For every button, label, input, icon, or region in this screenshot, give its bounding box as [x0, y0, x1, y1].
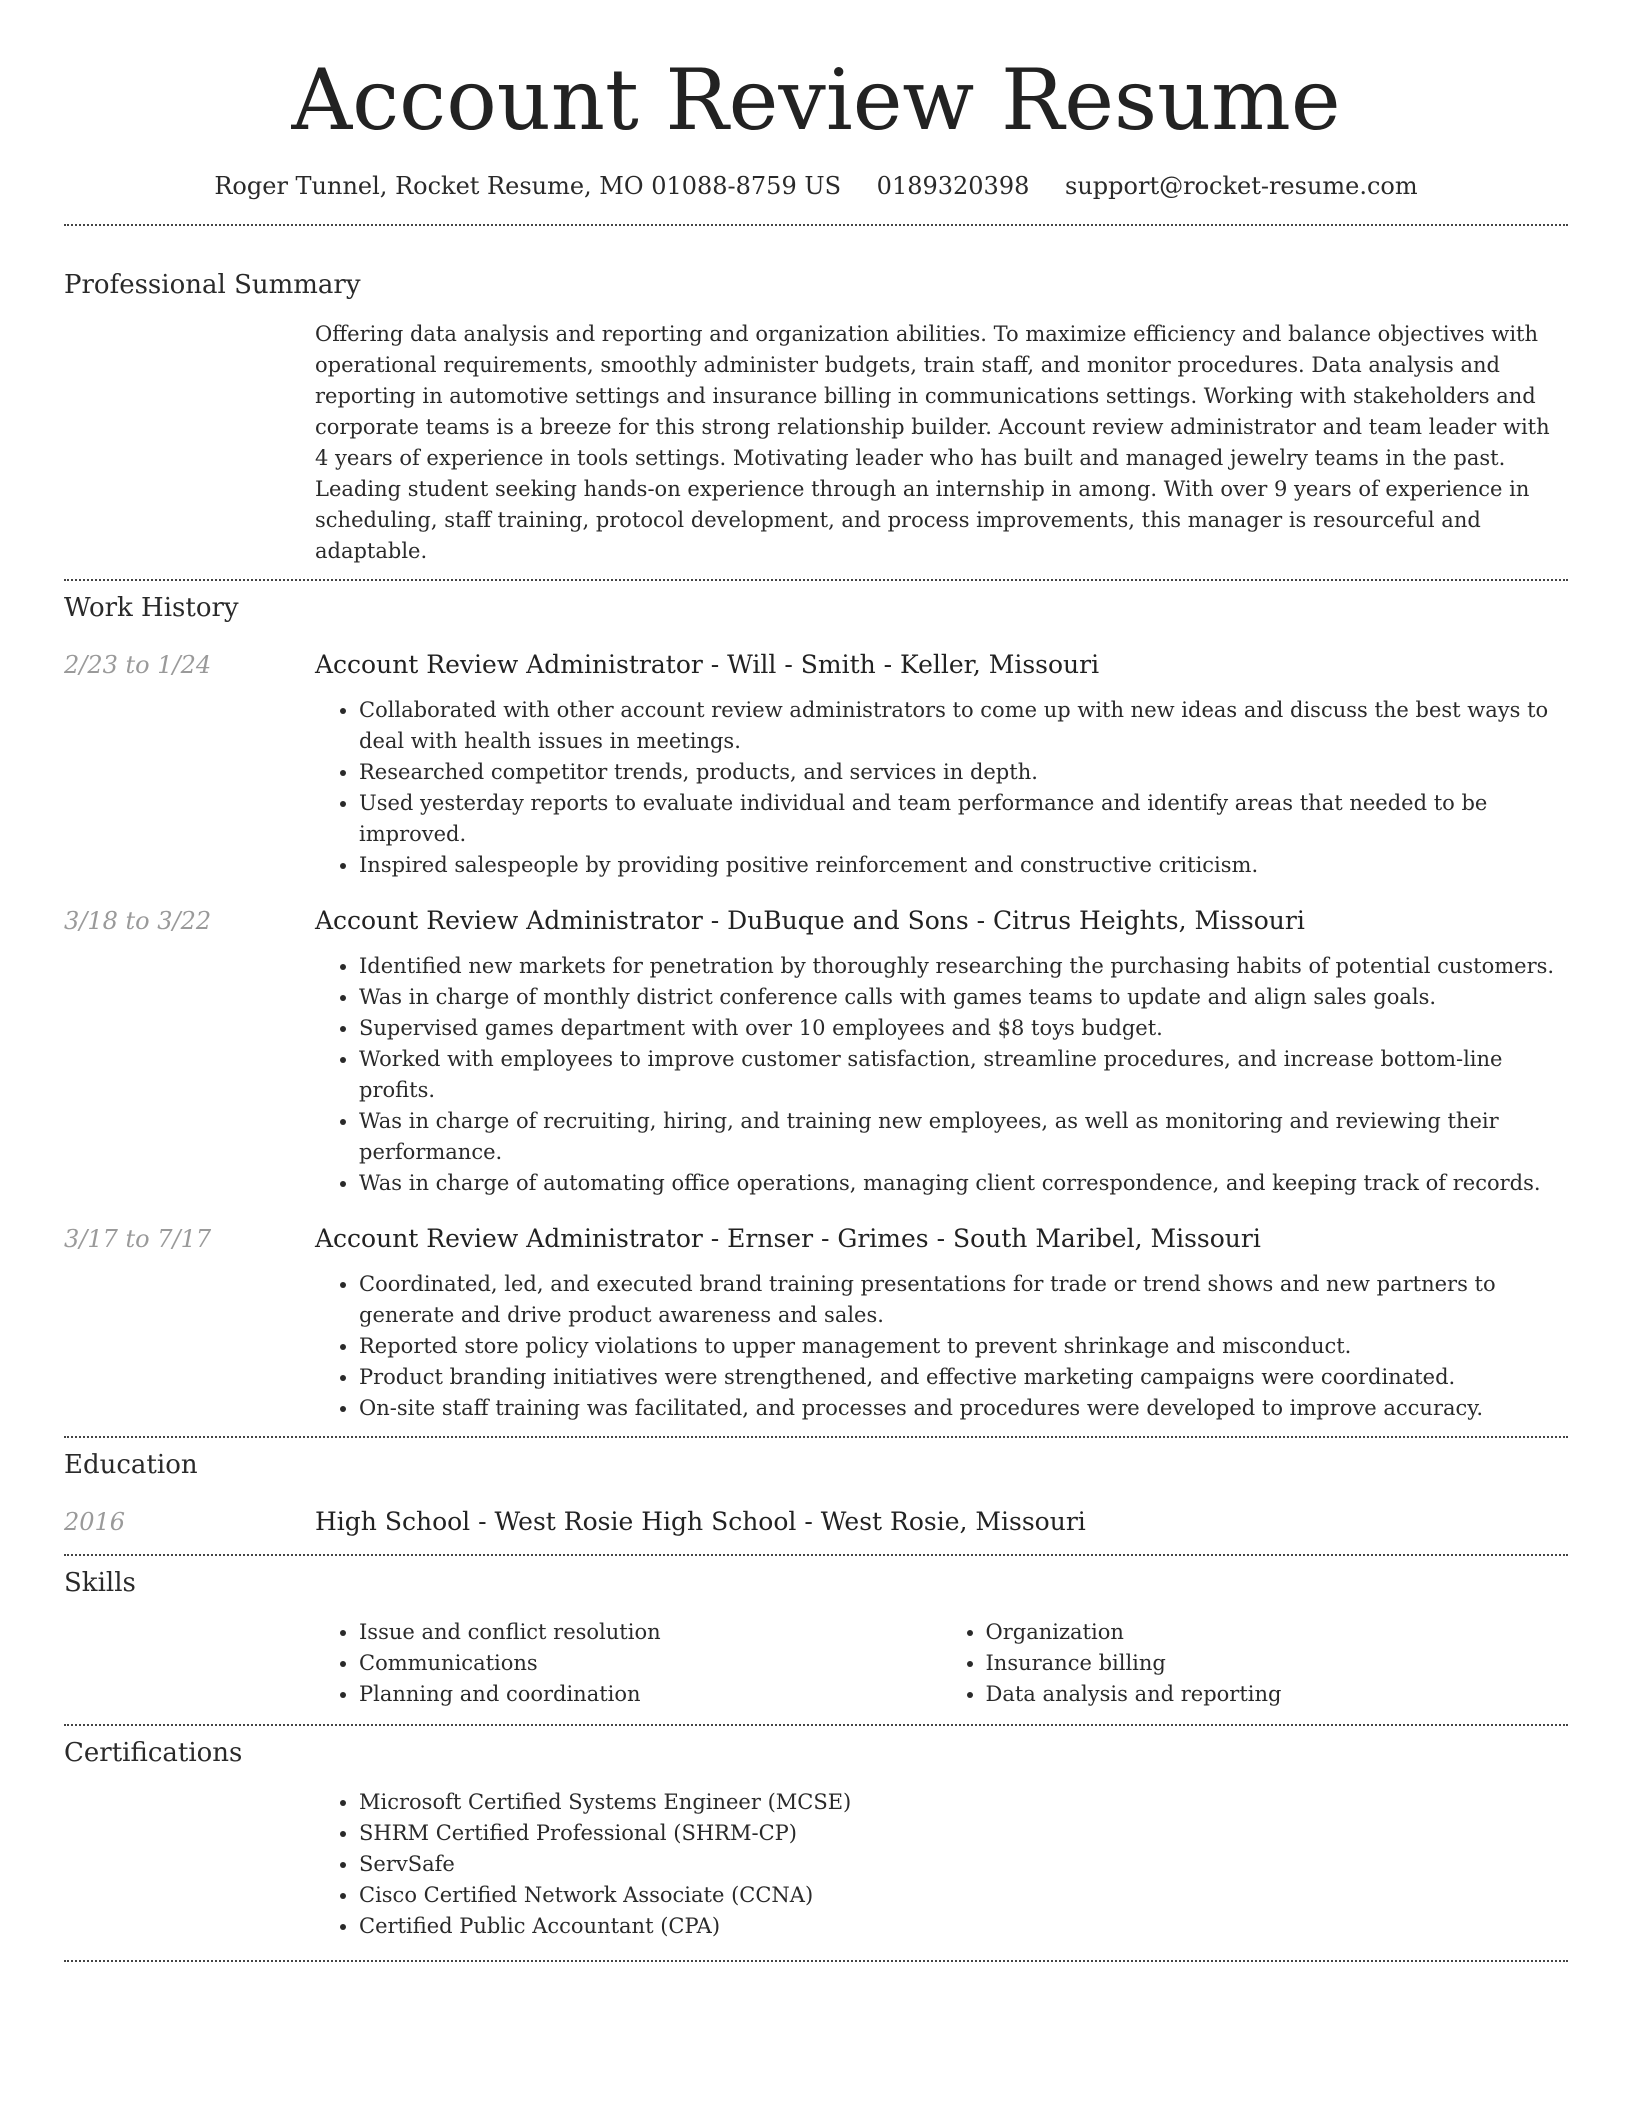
job-entry [64, 903, 1568, 1199]
skills-section [64, 1565, 1568, 1710]
section-heading: Education [64, 1450, 198, 1480]
job-bullet: • Researched competitor trends, products, and services in depth. [359, 757, 1568, 788]
job-title: Account Review Administrator - Will - Smith - Keller, Missouri [315, 650, 1100, 679]
divider [64, 1724, 1568, 1726]
job-bullet: • Was in charge of recruiting, hiring, and training new employees, as well as monitoring and reviewing their performance. [359, 1106, 1568, 1168]
certifications-list [315, 1787, 1568, 1942]
job-bullets [315, 1269, 1568, 1424]
job-title: Account Review Administrator - Ernser - Grimes - South Maribel, Missouri [315, 1224, 1261, 1253]
education-title: High School - West Rosie High School - West Rosie, Missouri [315, 1507, 1086, 1536]
job-bullets [315, 695, 1568, 881]
resume-page [64, 0, 1568, 1962]
job-bullet: • Used yesterday reports to evaluate individual and team performance and identify areas that needed to be improved. [359, 788, 1568, 850]
job-bullets [315, 951, 1568, 1199]
skills-list-right [942, 1617, 1569, 1710]
job-title: Account Review Administrator - DuBuque and Sons - Citrus Heights, Missouri [315, 906, 1305, 935]
divider [64, 1436, 1568, 1438]
job-bullet: • Reported store policy violations to upper management to prevent shrinkage and misconduct. [359, 1331, 1568, 1362]
skill-item: • Communications [359, 1648, 942, 1679]
skill-item: • Planning and coordination [359, 1679, 942, 1710]
job-bullet: • On-site staff training was facilitated, and processes and procedures were developed to improve accuracy. [359, 1393, 1568, 1424]
resume-title: Account Review Resume [291, 51, 1341, 149]
summary-section [64, 267, 1568, 567]
divider [64, 224, 1568, 226]
skills-list-left [315, 1617, 942, 1710]
job-bullet: • Supervised games department with over 10 employees and $8 toys budget. [359, 1013, 1568, 1044]
education-section [64, 1447, 1568, 1540]
job-bullet: • Coordinated, led, and executed brand training presentations for trade or trend shows and new partners to generate and drive product awareness and sales. [359, 1269, 1568, 1331]
certification-item: • ServSafe [359, 1849, 1568, 1880]
job-bullet: • Worked with employees to improve customer satisfaction, streamline procedures, and increase bottom-line profits. [359, 1044, 1568, 1106]
contact-email: support@rocket-resume.com [1065, 172, 1418, 200]
section-heading: Skills [64, 1568, 136, 1598]
contact-address: Roger Tunnel, Rocket Resume, MO 01088-8759 US [214, 172, 842, 200]
job-bullet: • Identified new markets for penetration by thoroughly researching the purchasing habits of potential customers. [359, 951, 1568, 982]
job-bullet: • Inspired salespeople by providing positive reinforcement and constructive criticism. [359, 850, 1568, 881]
summary-text: Offering data analysis and reporting and organization abilities. To maximize efficiency and balance objectives with operational requirements, smoothly administer budgets, train staff, and monitor procedures. Data analysis and reporting in automotive settings and insurance billing in communications settings. Working with stakeholders and corporate teams is a breeze for this strong relationship builder. Account review administrator and team leader with 4 years of experience in tools settings. Motivating leader who has built and managed jewelry teams in the past. Leading student seeking hands-on experience through an internship in among. With over 9 years of experience in scheduling, staff training, protocol development, and process improvements, this manager is resourceful and adaptable. [315, 322, 1550, 563]
section-heading: Work History [64, 593, 239, 623]
certifications-section [64, 1735, 1568, 1942]
certification-item: • SHRM Certified Professional (SHRM-CP) [359, 1818, 1568, 1849]
divider [64, 1554, 1568, 1556]
job-entry [64, 1221, 1568, 1424]
divider [64, 1960, 1568, 1962]
certification-item: • Certified Public Accountant (CPA) [359, 1911, 1568, 1942]
job-date: 3/18 to 3/22 [64, 907, 212, 935]
education-entry [64, 1504, 1568, 1540]
skills-grid [315, 1617, 1568, 1710]
work-history-section [64, 590, 1568, 1424]
education-date: 2016 [64, 1508, 126, 1536]
job-date: 2/23 to 1/24 [64, 651, 212, 679]
certification-item: • Cisco Certified Network Associate (CCNA) [359, 1880, 1568, 1911]
job-bullet: • Product branding initiatives were strengthened, and effective marketing campaigns were coordinated. [359, 1362, 1568, 1393]
contact-line [64, 168, 1568, 204]
certification-item: • Microsoft Certified Systems Engineer (MCSE) [359, 1787, 1568, 1818]
skill-item: • Data analysis and reporting [986, 1679, 1569, 1710]
job-bullet: • Was in charge of automating office operations, managing client correspondence, and keeping track of records. [359, 1168, 1568, 1199]
job-bullet: • Collaborated with other account review administrators to come up with new ideas and discuss the best ways to deal with health issues in meetings. [359, 695, 1568, 757]
skill-item: • Issue and conflict resolution [359, 1617, 942, 1648]
job-bullet: • Was in charge of monthly district conference calls with games teams to update and align sales goals. [359, 982, 1568, 1013]
section-heading: Professional Summary [64, 270, 361, 300]
divider [64, 579, 1568, 581]
job-date: 3/17 to 7/17 [64, 1225, 212, 1253]
contact-phone: 0189320398 [876, 172, 1030, 200]
section-heading: Certifications [64, 1738, 243, 1768]
skill-item: • Insurance billing [986, 1648, 1569, 1679]
job-entry [64, 647, 1568, 881]
skill-item: • Organization [986, 1617, 1569, 1648]
